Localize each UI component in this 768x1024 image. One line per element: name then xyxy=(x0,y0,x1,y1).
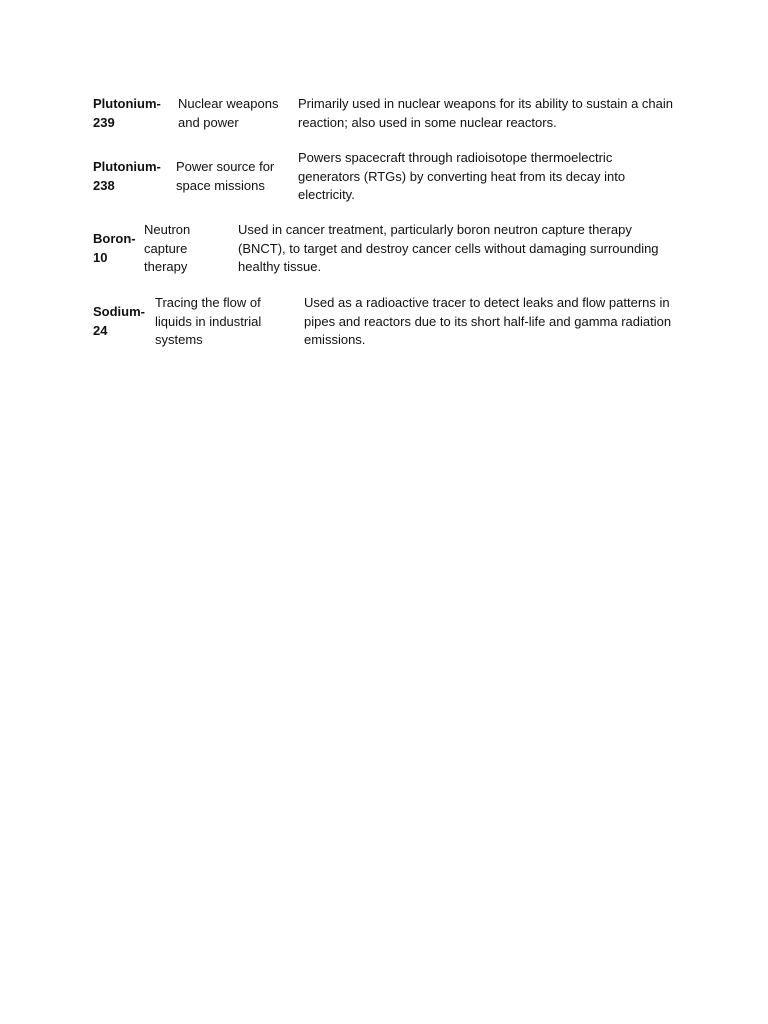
isotope-name: Plutonium-238 xyxy=(93,159,161,193)
isotope-description: Primarily used in nuclear weapons for its ability to sustain a chain reaction; also used in some nuclear reactors. xyxy=(298,96,674,130)
isotope-use: Neutron capture therapy xyxy=(144,222,191,275)
isotope-description: Used as a radioactive tracer to detect leaks and flow patterns in pipes and reactors due to its short half-life and gamma radiation emissions. xyxy=(304,295,672,348)
isotope-description: Used in cancer treatment, particularly boron neutron capture therapy (BNCT), to target and destroy cancer cells without damaging surrounding healthy tissue. xyxy=(238,222,659,275)
isotope-description: Powers spacecraft through radioisotope thermoelectric generators (RTGs) by converting heat from its decay into electricity. xyxy=(298,150,626,203)
isotope-use: Power source for space missions xyxy=(176,159,275,193)
isotope-use: Nuclear weapons and power xyxy=(178,96,279,130)
isotope-use: Tracing the flow of liquids in industrial systems xyxy=(155,295,262,348)
isotope-name: Plutonium-239 xyxy=(93,96,161,130)
isotope-name: Sodium-24 xyxy=(93,304,145,338)
isotope-name: Boron-10 xyxy=(93,231,136,265)
